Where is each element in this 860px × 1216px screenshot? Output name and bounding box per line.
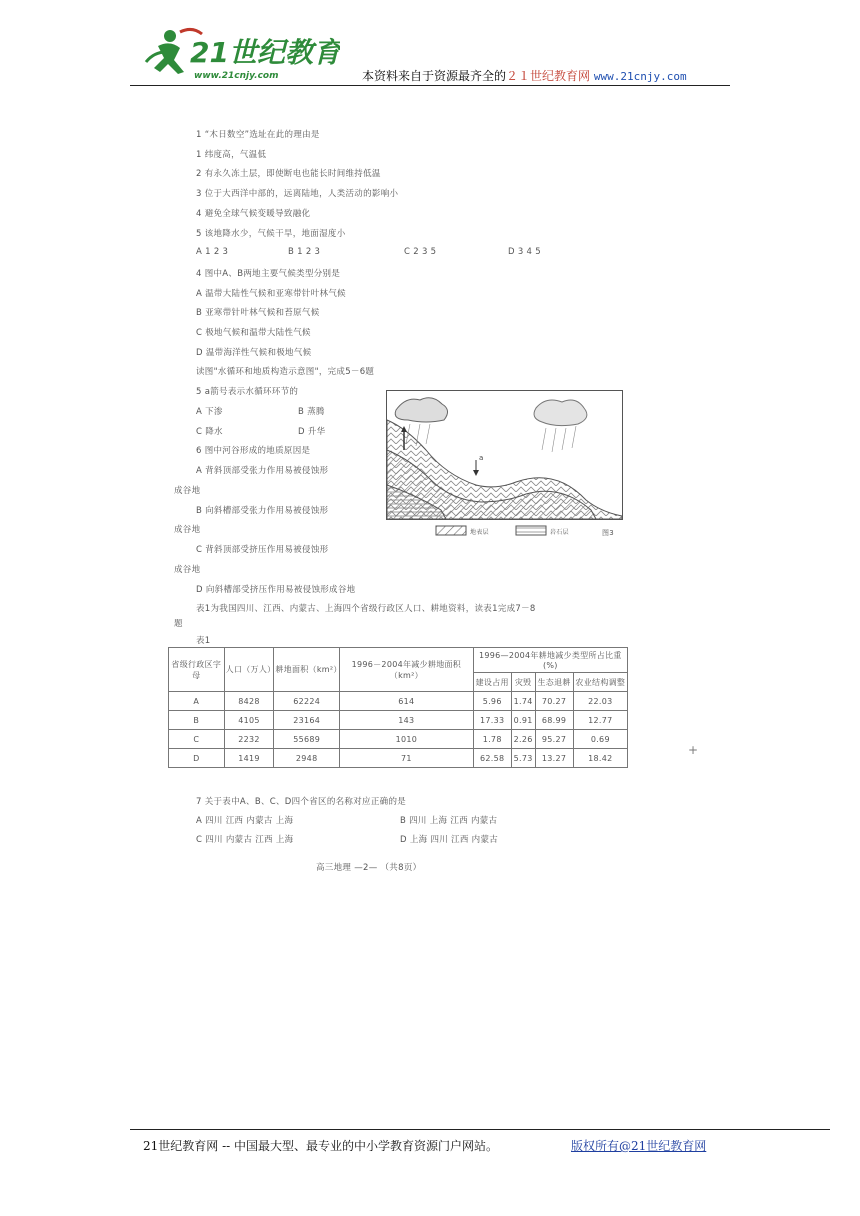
answer-choice-b: B 1 2 3 xyxy=(288,247,321,257)
registration-mark-icon: + xyxy=(688,743,699,757)
table-cell: 2232 xyxy=(224,730,274,749)
table-subheader: 农业结构调整 xyxy=(573,673,627,692)
logo-runner-icon xyxy=(140,22,340,84)
table-subheader: 建设占用 xyxy=(473,673,511,692)
table-cell: A xyxy=(169,692,225,711)
option-line: A 温带大陆性气候和亚寒带针叶林气候 xyxy=(196,289,346,299)
header-note xyxy=(362,67,687,84)
option-line: A 背斜顶部受张力作用易被侵蚀形 xyxy=(196,466,329,476)
header-note-url[interactable]: www.21cnjy.com xyxy=(593,70,687,83)
table-cell: 13.27 xyxy=(535,749,573,768)
option-line: D 上海 四川 江西 内蒙古 xyxy=(400,835,499,845)
table-cell: 95.27 xyxy=(535,730,573,749)
option-line: D 升华 xyxy=(298,427,326,437)
legend-label-a: 地表层 xyxy=(470,529,489,536)
option-line: A 下渗 xyxy=(196,407,223,417)
table-cell: 1010 xyxy=(340,730,474,749)
table-cell: 1.74 xyxy=(511,692,535,711)
option-line: 3 位于大西洋中部的，远离陆地，人类活动的影响小 xyxy=(196,189,399,199)
table-cell: 143 xyxy=(340,711,474,730)
table-cell: 18.42 xyxy=(573,749,627,768)
table-header: 耕地面积（km²） xyxy=(274,648,340,692)
site-logo[interactable] xyxy=(140,22,340,84)
table-cell: 70.27 xyxy=(535,692,573,711)
option-line: 成谷地 xyxy=(174,486,201,496)
option-line: 5 该地降水少，气候干旱，地面湿度小 xyxy=(196,229,346,239)
option-line: B 亚寒带针叶林气候和苔原气候 xyxy=(196,308,320,318)
table-cell: 614 xyxy=(340,692,474,711)
table-cell: 5.73 xyxy=(511,749,535,768)
table-cell: C xyxy=(169,730,225,749)
answer-choice-d: D 3 4 5 xyxy=(508,247,541,257)
question-6-stem: 6 图中河谷形成的地质原因是 xyxy=(196,446,311,456)
figure-caption: 图3 xyxy=(602,529,615,537)
table-cell: 0.69 xyxy=(573,730,627,749)
table-caption: 表1 xyxy=(196,636,211,646)
table-cell: 2948 xyxy=(274,749,340,768)
reading-instruction: 读图"水循环和地质构造示意图"，完成5－6题 xyxy=(196,367,375,377)
option-line: C 四川 内蒙古 江西 上海 xyxy=(196,835,294,845)
table-cell: 55689 xyxy=(274,730,340,749)
option-line: B 蒸腾 xyxy=(298,407,325,417)
arrow-label-a: a xyxy=(479,454,484,462)
table-cell: 12.77 xyxy=(573,711,627,730)
table-header: 1996－2004年减少耕地面积（km²） xyxy=(340,648,474,692)
population-farmland-table xyxy=(168,647,628,768)
table-cell: D xyxy=(169,749,225,768)
option-line: C 降水 xyxy=(196,427,223,437)
table-cell: 1.78 xyxy=(473,730,511,749)
table-row xyxy=(169,749,628,768)
table-cell: 17.33 xyxy=(473,711,511,730)
option-line: 1 纬度高，气温低 xyxy=(196,150,267,160)
option-line: 成谷地 xyxy=(174,525,201,535)
option-line: 4 避免全球气候变暖导致融化 xyxy=(196,209,311,219)
table-cell: 2.26 xyxy=(511,730,535,749)
option-line: C 背斜顶部受挤压作用易被侵蚀形 xyxy=(196,545,329,555)
option-line: 成谷地 xyxy=(174,565,201,575)
question-4-stem: 4 图中A、B两地主要气候类型分别是 xyxy=(196,269,341,279)
footer-text: 21世纪教育网 -- 中国最大型、最专业的中小学教育资源门户网站。 xyxy=(143,1139,499,1153)
table-row xyxy=(169,692,628,711)
answer-choice-c: C 2 3 5 xyxy=(404,247,437,257)
geology-diagram xyxy=(386,390,623,541)
question-3-stem: 1 “木日数空”选址在此的理由是 xyxy=(196,130,320,140)
table-cell: 4105 xyxy=(224,711,274,730)
question-7-stem: 7 关于表中A、B、C、D四个省区的名称对应正确的是 xyxy=(196,797,407,807)
table-cell: 71 xyxy=(340,749,474,768)
footer-copyright-link[interactable]: 版权所有@21世纪教育网 xyxy=(571,1139,707,1153)
option-line: C 极地气候和温带大陆性气候 xyxy=(196,328,311,338)
question-5-stem: 5 a箭号表示水循环环节的 xyxy=(196,387,299,397)
option-line: D 温带海洋性气候和极地气候 xyxy=(196,348,312,358)
table-cell: B xyxy=(169,711,225,730)
page-number: 高三地理 —2— （共8页） xyxy=(316,863,422,873)
table-row xyxy=(169,730,628,749)
table-cell: 62224 xyxy=(274,692,340,711)
table-cell: 62.58 xyxy=(473,749,511,768)
footer-divider xyxy=(130,1129,830,1130)
option-line: 2 有永久冻土层，即使断电也能长时间维持低温 xyxy=(196,169,381,179)
option-line: B 四川 上海 江西 内蒙古 xyxy=(400,816,498,826)
option-line: B 向斜槽部受张力作用易被侵蚀形 xyxy=(196,506,329,516)
table-row xyxy=(169,711,628,730)
option-line: D 向斜槽部受挤压作用易被侵蚀形成谷地 xyxy=(196,585,356,595)
table-header: 省级行政区字母 xyxy=(169,648,225,692)
header-note-brand[interactable]: ２１世纪教育网 xyxy=(506,69,591,83)
legend-label-b: 岩石层 xyxy=(550,529,569,536)
logo-url: www.21cnjy.com xyxy=(194,71,279,81)
table-header: 1996—2004年耕地减少类型所占比重(%) xyxy=(473,648,627,673)
table-cell: 1419 xyxy=(224,749,274,768)
table-subheader: 生态退耕 xyxy=(535,673,573,692)
table-cell: 68.99 xyxy=(535,711,573,730)
table-cell: 23164 xyxy=(274,711,340,730)
table-intro-tail: 题 xyxy=(174,619,183,629)
table-intro: 表1为我国四川、江西、内蒙古、上海四个省级行政区人口、耕地资料，读表1完成7－8 xyxy=(196,604,536,614)
scanned-exam-page xyxy=(168,128,648,888)
table-subheader: 灾毁 xyxy=(511,673,535,692)
answer-choice-a: A 1 2 3 xyxy=(196,247,229,257)
water-cycle-geology-figure xyxy=(386,390,623,541)
table-header: 人口（万人） xyxy=(224,648,274,692)
logo-text: 21世纪教育 xyxy=(190,36,340,69)
table-cell: 0.91 xyxy=(511,711,535,730)
header-divider xyxy=(130,85,730,86)
table-cell: 8428 xyxy=(224,692,274,711)
table-cell: 5.96 xyxy=(473,692,511,711)
header-note-prefix: 本资料来自于资源最齐全的 xyxy=(362,69,507,83)
table-cell: 22.03 xyxy=(573,692,627,711)
option-line: A 四川 江西 内蒙古 上海 xyxy=(196,816,294,826)
